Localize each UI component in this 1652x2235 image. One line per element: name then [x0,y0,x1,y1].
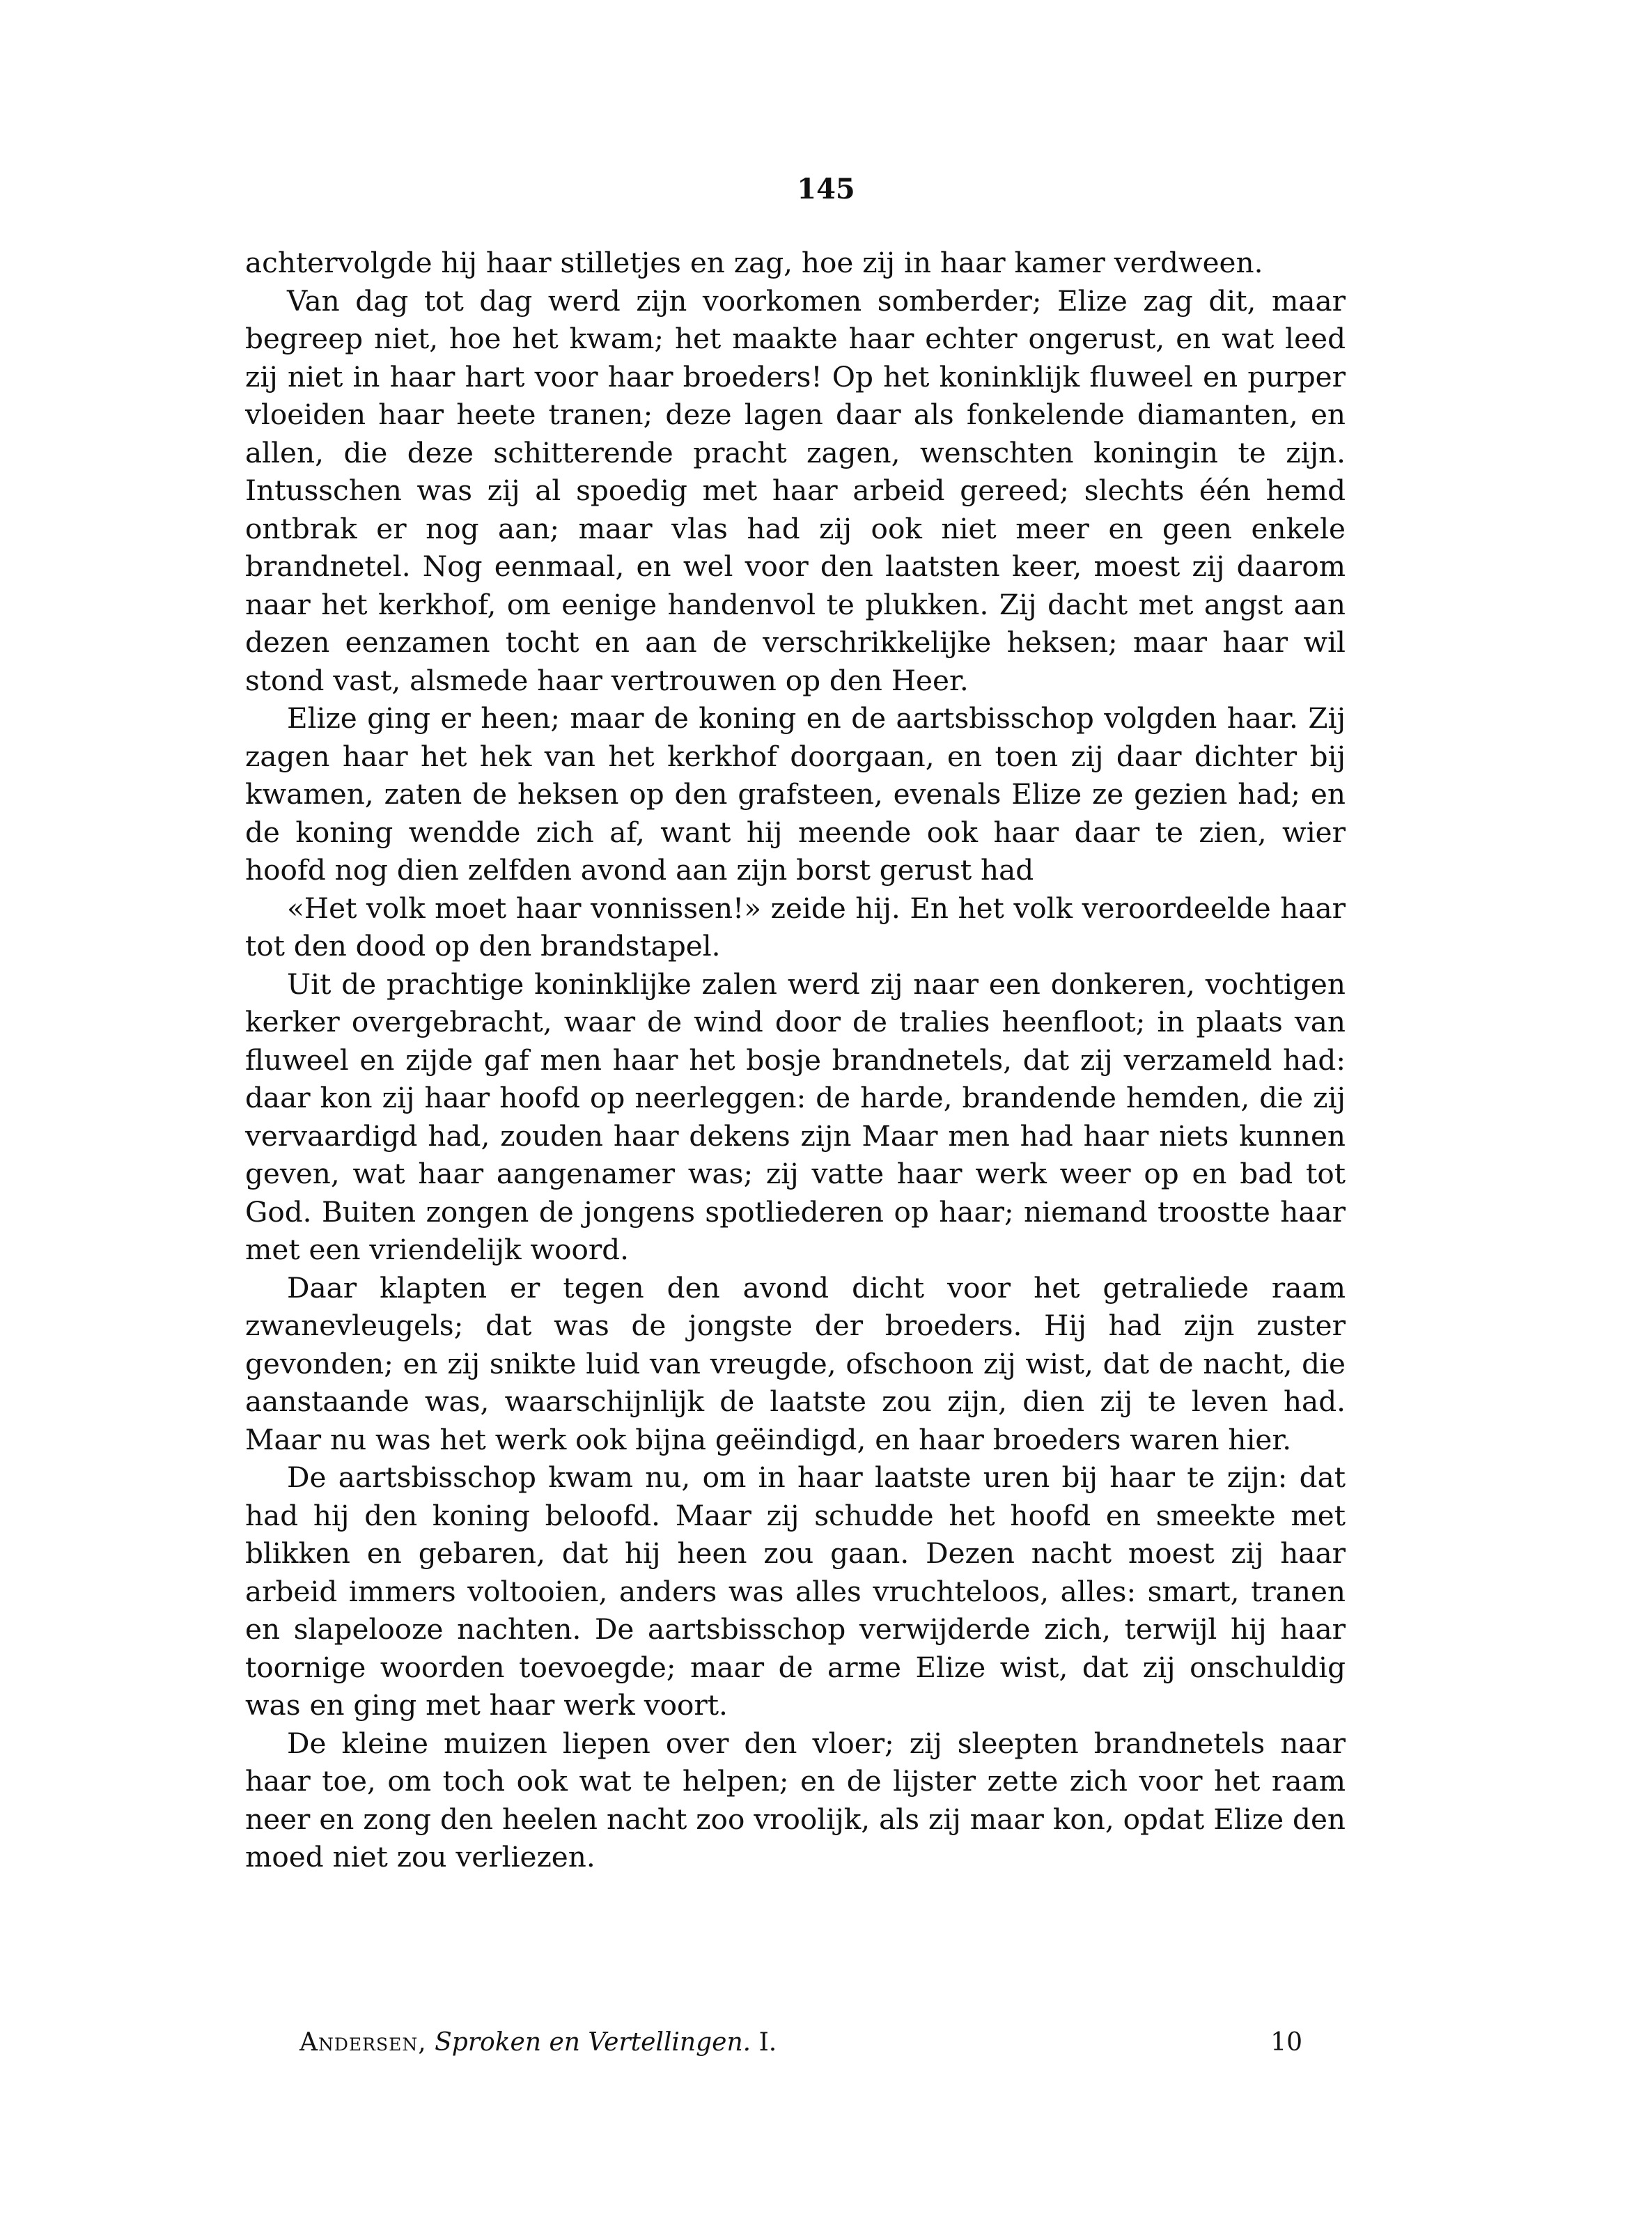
paragraph: Van dag tot dag werd zijn voorkomen somberder; Elize zag dit, maar begreep niet, hoe het kwam; het maakte haar echter ongerust, en wat leed zij niet in haar hart voor haar broeders! Op het koninklijk fluweel en purper vloeiden haar heete tranen; deze lagen daar als fonkelende diamanten, en allen, die deze schitterende pracht zagen, wenschten koningin te zijn. Intusschen was zij al spoedig met haar arbeid gereed; slechts één hemd ontbrak er nog aan; maar vlas had zij ook niet meer en geen enkele brandnetel. Nog eenmaal, en wel voor den laatsten keer, moest zij daarom naar het kerkhof, om eenige handenvol te plukken. Zij dacht met angst aan dezen eenzamen tocht en aan de verschrikkelijke heksen; maar haar wil stond vast, alsmede haar vertrouwen op den Heer. [245,283,1346,697]
paragraph: Daar klapten er tegen den avond dicht voor het getraliede raam zwanevleugels; dat was de jongste der broeders. Hij had zijn zuster gevonden; en zij snikte luid van vreugde, ofschoon zij wist, dat de nacht, die aanstaande was, waarschijnlijk de laatste zou zijn, dien zij te leven had. Maar nu was het werk ook bijna geëindigd, en haar broeders waren hier. [245,1270,1346,1456]
body-text [245,244,1346,1876]
page-footer [299,2028,1302,2057]
footer-volume: I. [758,2028,777,2057]
paragraph: De kleine muizen liepen over den vloer; zij sleepten brandnetels naar haar toe, om toch ook wat te helpen; en de lijster zette zich voor het raam neer en zong den heelen nacht zoo vroolijk, als zij maar kon, opdat Elize den moed niet zou verliezen. [245,1726,1346,1874]
paragraph-continuation: achtervolgde hij haar stilletjes en zag, hoe zij in haar kamer verdween. [245,246,1263,279]
footer-author: Andersen, [299,2028,427,2057]
page-number: 145 [797,173,855,205]
paragraph: «Het volk moet haar vonnissen!» zeide hij. En het volk veroordeelde haar tot den dood op den brandstapel. [245,891,1346,963]
footer-sheet-number: 10 [1270,2028,1302,2057]
footer-book-title: Sproken en Vertellingen. [435,2028,751,2057]
paragraph: Uit de prachtige koninklijke zalen werd zij naar een donkeren, vochtigen kerker overgebracht, waar de wind door de tralies heenfloot; in plaats van fluweel en zijde gaf men haar het bosje brandnetels, dat zij verzameld had: daar kon zij haar hoofd op neerleggen: de harde, brandende hemden, die zij vervaardigd had, zouden haar dekens zijn Maar men had haar niets kunnen geven, wat haar aangenamer was; zij vatte haar werk weer op en bad tot God. Buiten zongen de jongens spotliederen op haar; niemand troostte haar met een vriendelijk woord. [245,967,1346,1266]
paragraph: Elize ging er heen; maar de koning en de aartsbisschop volgden haar. Zij zagen haar het hek van het kerkhof doorgaan, en toen zij daar dichter bij kwamen, zaten de heksen op den grafsteen, evenals Elize ze gezien had; en de koning wendde zich af, want hij meende ook haar daar te zien, wier hoofd nog dien zelfden avond aan zijn borst gerust had [245,701,1346,887]
paragraph: De aartsbisschop kwam nu, om in haar laatste uren bij haar te zijn: dat had hij den koning beloofd. Maar zij schudde het hoofd en smeekte met blikken en gebaren, dat hij heen zou gaan. Dezen nacht moest zij haar arbeid immers voltooien, anders was alles vruchteloos, alles: smart, tranen en slapelooze nachten. De aartsbisschop verwijderde zich, terwijl hij haar toornige woorden toevoegde; maar de arme Elize wist, dat zij onschuldig was en ging met haar werk voort. [245,1461,1346,1722]
